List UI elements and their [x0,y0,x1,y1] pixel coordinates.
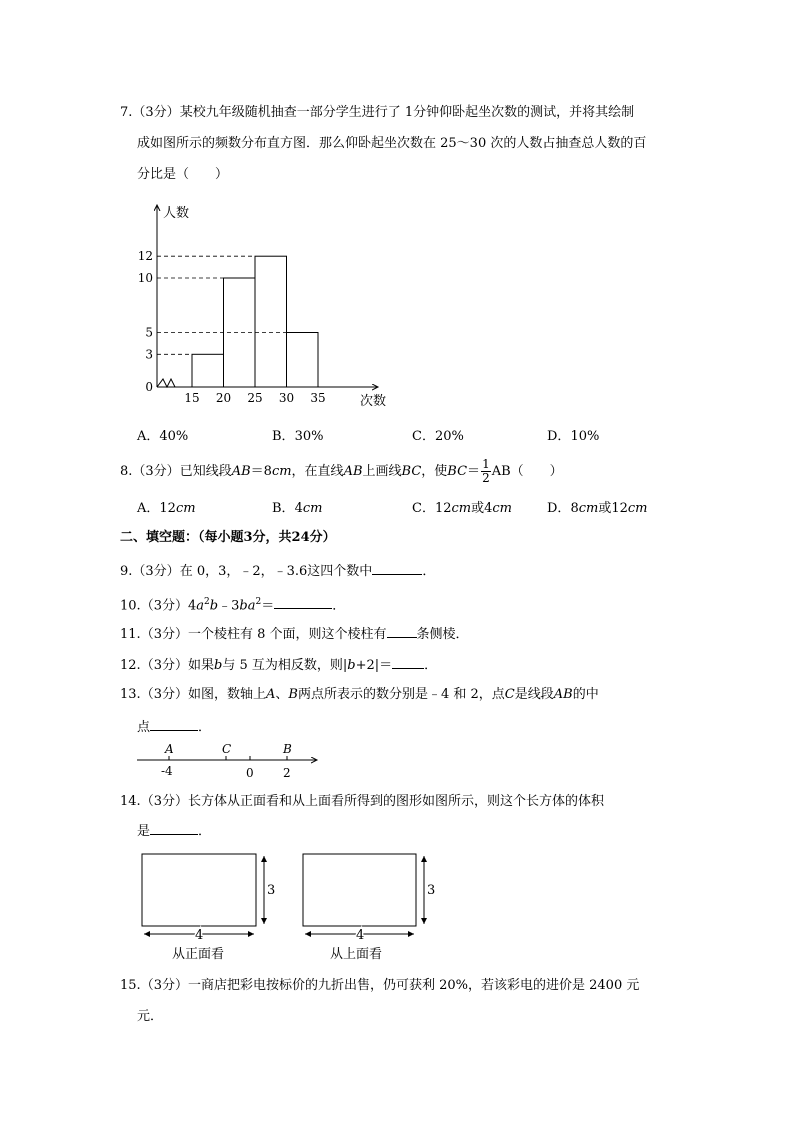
q7-option-b-label: B． [272,429,295,444]
q14-text-2: 是 [137,824,151,839]
q8-option-d-unit2: cm [627,501,648,516]
q8-text-d: 上画线 [362,464,402,479]
y-axis-label: 人数 [163,206,190,221]
q7-option-c-text: 20% [434,429,464,444]
top-view-caption: 从上面看 [330,947,383,962]
q8-option-c-unit: cm [451,501,472,516]
section-heading: 二、填空题：（每小题3分，共24分） [120,530,336,545]
number-line-label-c: C [222,742,232,756]
q13-point-a: A [265,687,276,702]
q14-end: ． [198,824,212,839]
q8-option-a-unit: cm [175,501,196,516]
q7-option-c[interactable] [412,425,464,444]
q10-exp-1: 2 [204,597,210,607]
q7-option-a-label: A． [137,429,160,444]
q10-answer-blank[interactable] [274,594,332,609]
q10-minus3: ﹣3 [218,598,240,614]
q7-line1 [120,103,634,123]
q8-text-a: 已知线段 [179,464,232,479]
q12-var-b: b [213,658,223,673]
q12-number: 12. [120,658,141,673]
q13-line2 [137,716,211,738]
q9-answer-blank[interactable] [372,560,422,575]
q8-ab-2: AB [343,464,363,479]
y-tick-label: 3 [145,347,153,362]
q8-option-d-or: 或 [598,501,612,516]
q8-option-b-num: 4 [294,501,303,516]
q10-coef: 4 [187,598,197,614]
q11-number: 11. [120,627,141,642]
q13-text-1: 如图，数轴上 [187,687,266,702]
q10-end: ． [332,598,346,614]
histogram-bar [255,256,287,387]
q12-answer-blank[interactable] [392,654,424,669]
q11-text: 一个棱柱有 8 个面，则这个棱柱有 [187,627,387,642]
q8-line [120,458,563,485]
q8-bc-2: BC [447,464,468,479]
q13-sep: 、 [275,687,289,702]
q8-text-c: ，在直线 [291,464,344,479]
q8-option-a[interactable] [137,497,196,516]
q7-option-b-text: 30% [294,429,324,444]
number-line-value-a: -4 [161,764,173,778]
q7-option-a-text: 40% [159,429,189,444]
q9-text: 在 0，3，﹣2，﹣3.6这四个数中 [179,564,373,579]
q12-score: （3分） [140,658,188,673]
number-line-value-b: 2 [283,766,291,780]
y-tick-label: 12 [137,249,153,264]
q13-text-4: 的中 [572,687,599,702]
histogram-bar [192,354,224,387]
q8-option-a-label: A． [137,501,160,516]
q8-option-c-unit2: cm [492,501,513,516]
x-tick-label: 35 [310,391,326,405]
q11-score: （3分） [140,627,188,642]
q7-option-d-label: D． [547,429,571,444]
q7-option-d[interactable] [547,425,599,444]
front-view-height: 3 [267,883,276,898]
q14-number: 14. [120,794,141,809]
q12-text-3: +2|＝ [355,658,393,673]
q8-frac-den: 2 [482,471,490,485]
q13-text-3: 是线段 [514,687,554,702]
q12-text-1: 如果 [187,658,214,673]
q15-score: （3分） [140,978,188,993]
q7-score: （3分） [132,105,180,120]
q8-score: （3分） [132,464,180,479]
q8-cm: cm [271,464,292,479]
x-tick-label: 25 [247,391,263,405]
q10-score: （3分） [140,598,188,614]
q9-end: ． [422,564,436,579]
q12-var-b2: b [347,658,356,673]
q10-var-a: a [196,598,205,614]
x-tick-label: 20 [215,391,232,405]
q8-option-d[interactable] [547,497,648,516]
q10-var-b2: b [239,598,248,614]
q11-end: 条侧棱． [416,627,469,642]
q15-text-2: 元． [137,1009,164,1024]
q15-text-1: 一商店把彩电按标价的九折出售，仍可获利 20%，若该彩电的进价是 2400 元 [187,978,640,993]
q10-number: 10. [120,598,141,614]
q13-number: 13. [120,687,141,702]
x-tick-label: 15 [184,391,200,405]
q8-option-c[interactable] [412,497,512,516]
q8-ab: AB [231,464,251,479]
q15-line1 [120,976,639,996]
q14-line1 [120,792,604,812]
q8-option-c-or: 或 [471,501,485,516]
q8-option-b-label: B． [272,501,295,516]
q7-text-3: 分比是（ ） [137,167,229,182]
q8-option-c-label: C． [412,501,435,516]
q13-score: （3分） [140,687,188,702]
number-line-value-0: 0 [246,766,254,780]
q8-option-c-num2: 4 [484,501,493,516]
q8-option-d-num2: 12 [611,501,628,516]
front-view-caption: 从正面看 [172,947,225,962]
q10-equals: ＝ [261,598,275,614]
q8-option-d-unit: cm [578,501,599,516]
q10-var-b: b [209,598,219,614]
axis-break [157,379,175,387]
q8-text-e: ，使 [421,464,448,479]
q8-text-b: ＝8 [250,464,272,479]
number-line-label-b: B [283,742,292,756]
q14-score: （3分） [140,794,188,809]
q7-number: 7. [120,105,133,120]
q13-point-c: C [504,687,515,702]
q13-text-5: 点 [137,720,151,735]
q13-line1 [120,685,599,705]
q7-option-d-text: 10% [570,429,600,444]
q11-answer-blank[interactable] [387,623,417,638]
q7-option-c-label: C． [412,429,435,444]
q13-answer-blank[interactable] [150,716,198,731]
q14-answer-blank[interactable] [150,820,198,835]
q10-line [120,592,345,616]
q8-number: 8. [120,464,133,479]
q9-number: 9. [120,564,133,579]
q8-frac-num: 1 [482,457,490,471]
q13-text-2: 两点所表示的数分别是﹣4 和 2，点 [297,687,505,702]
q12-line [120,654,437,676]
q9-score: （3分） [132,564,180,579]
q8-text-f: ＝ [467,464,481,479]
q8-option-c-num: 12 [434,501,452,516]
front-view-width: 4 [195,928,204,943]
q9-line [120,560,435,582]
top-view-height: 3 [427,883,436,898]
y-tick-label: 5 [145,325,153,340]
histogram-bar [287,333,319,388]
q8-option-b-unit: cm [302,501,323,516]
q8-option-d-num: 8 [570,501,579,516]
top-view-width: 4 [356,928,365,943]
x-axis-label: 次数 [360,394,387,409]
q7-text-1: 某校九年级随机抽查一部分学生进行了 1分钟仰卧起坐次数的测试，并将其绘制 [179,105,635,120]
y-tick-label: 10 [137,271,153,285]
number-line-label-a: A [165,742,174,756]
q8-text-g: AB（ ） [491,464,563,479]
q8-bc: BC [401,464,422,479]
q15-number: 15. [120,978,141,993]
top-view-rect [303,854,416,926]
q8-fraction [481,458,491,485]
q8-option-a-num: 12 [159,501,176,516]
x-tick-label: 30 [278,391,295,405]
q14-line2 [137,820,211,842]
q10-var-a2: a [247,598,256,614]
q14-figures [138,850,458,965]
number-line [135,740,335,782]
q13-segment-ab: AB [553,687,573,702]
q13-end: ． [198,720,212,735]
histogram-chart [0,195,794,425]
q12-text-2: 与 5 互为相反数，则| [222,658,348,673]
q8-option-b[interactable] [272,497,322,516]
q8-option-d-label: D． [547,501,571,516]
q7-option-b[interactable] [272,425,323,444]
q7-text-2: 成如图所示的频数分布直方图．那么仰卧起坐次数在 25～30 次的人数占抽查总人数的百 [137,136,647,151]
origin-label: 0 [145,380,153,394]
q11-line [120,623,469,645]
q10-exp-2: 2 [255,597,262,607]
q14-text-1: 长方体从正面看和从上面看所得到的图形如图所示，则这个长方体的体积 [187,794,604,809]
front-view-rect [142,854,256,926]
q7-option-a[interactable] [137,425,188,444]
q12-end: ． [424,658,438,673]
q13-point-b: B [288,687,298,702]
